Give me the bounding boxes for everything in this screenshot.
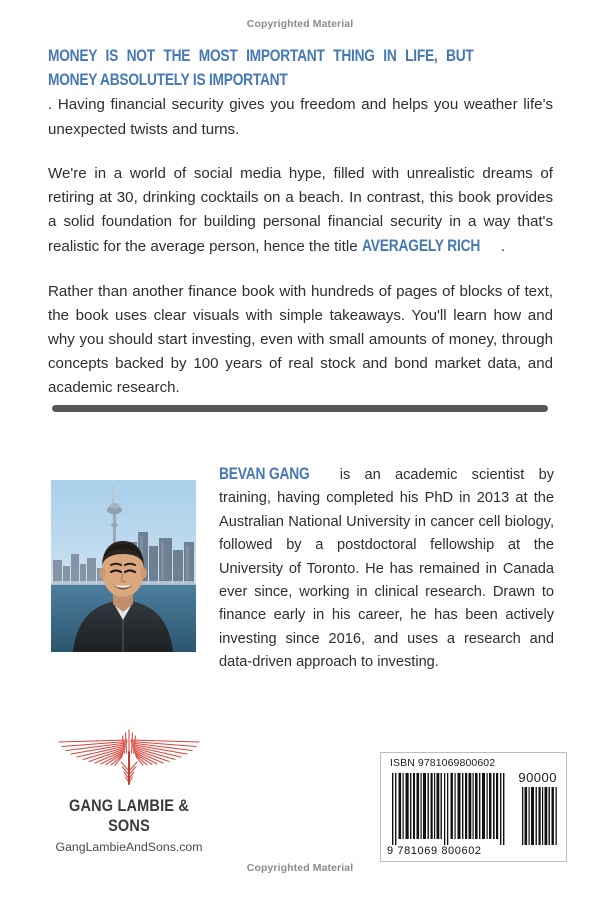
ean13-bars [390, 773, 508, 845]
blurb-paragraph-2 [48, 162, 553, 260]
author-photo [51, 480, 196, 652]
publisher-name: GANG LAMBIE & SONS [68, 797, 190, 835]
thunderbird-icon [49, 722, 209, 790]
section-divider [52, 405, 548, 412]
ean13-digits: 9 781069 800602 [387, 845, 482, 857]
isbn-label: ISBN 9781069800602 [390, 757, 496, 769]
copyright-notice-bottom: Copyrighted Material [246, 862, 354, 874]
publisher-url: GangLambieAndSons.com [55, 840, 203, 854]
blurb-paragraph-3: Rather than another finance book with hundreds of pages of blocks of text, the book uses clear visuals with simple takeaways. You'll learn how and why you should start investing, even with small amounts of money, through concepts backed by 100 years of real stock and bond market data, and academic research. [48, 282, 553, 397]
author-headshot-image [51, 480, 196, 652]
barcode-addon-label: 90000 [518, 770, 557, 785]
back-cover-blurb [48, 44, 553, 401]
blurb-paragraph-2-lead: We're in a world of social media hype, filled with unrealistic dreams of retiring at 30, drinking cocktails on a beach. In contrast, this book provides a solid foundation for building personal financial security in a way that's realistic for the average person, hence the title [48, 164, 553, 256]
publisher-block [40, 722, 218, 856]
blurb-paragraph-1 [48, 44, 553, 142]
blurb-paragraph-2-tail: . [500, 238, 506, 256]
author-name-highlight: BEVAN GANG [219, 465, 310, 483]
book-title-highlight: AVERAGELY RICH [361, 237, 480, 256]
author-bio [219, 463, 554, 675]
ean5-addon-bars [521, 787, 559, 845]
blurb-paragraph-1-text: . Having financial security gives you freedom and helps you weather life's unexpected twists and turns. [48, 96, 553, 138]
copyright-notice-top: Copyrighted Material [246, 18, 354, 30]
isbn-barcode-block [380, 752, 567, 862]
blurb-headline-highlight: MONEY IS NOT THE MOST IMPORTANT THING IN LIFE, BUT MONEY ABSOLUTELY IS IMPORTANT [48, 47, 474, 90]
author-bio-text: is an academic scientist by training, having completed his PhD in 2013 at the Australian National University in cancer cell biology, followed by a postdoctoral fellowship at the University of Toronto. He has remained in Canada ever since, working in clinical research. Drawn to finance early in his career, he has been actively investing since 2016, and uses a research and data-driven approach to investing. [219, 467, 554, 671]
